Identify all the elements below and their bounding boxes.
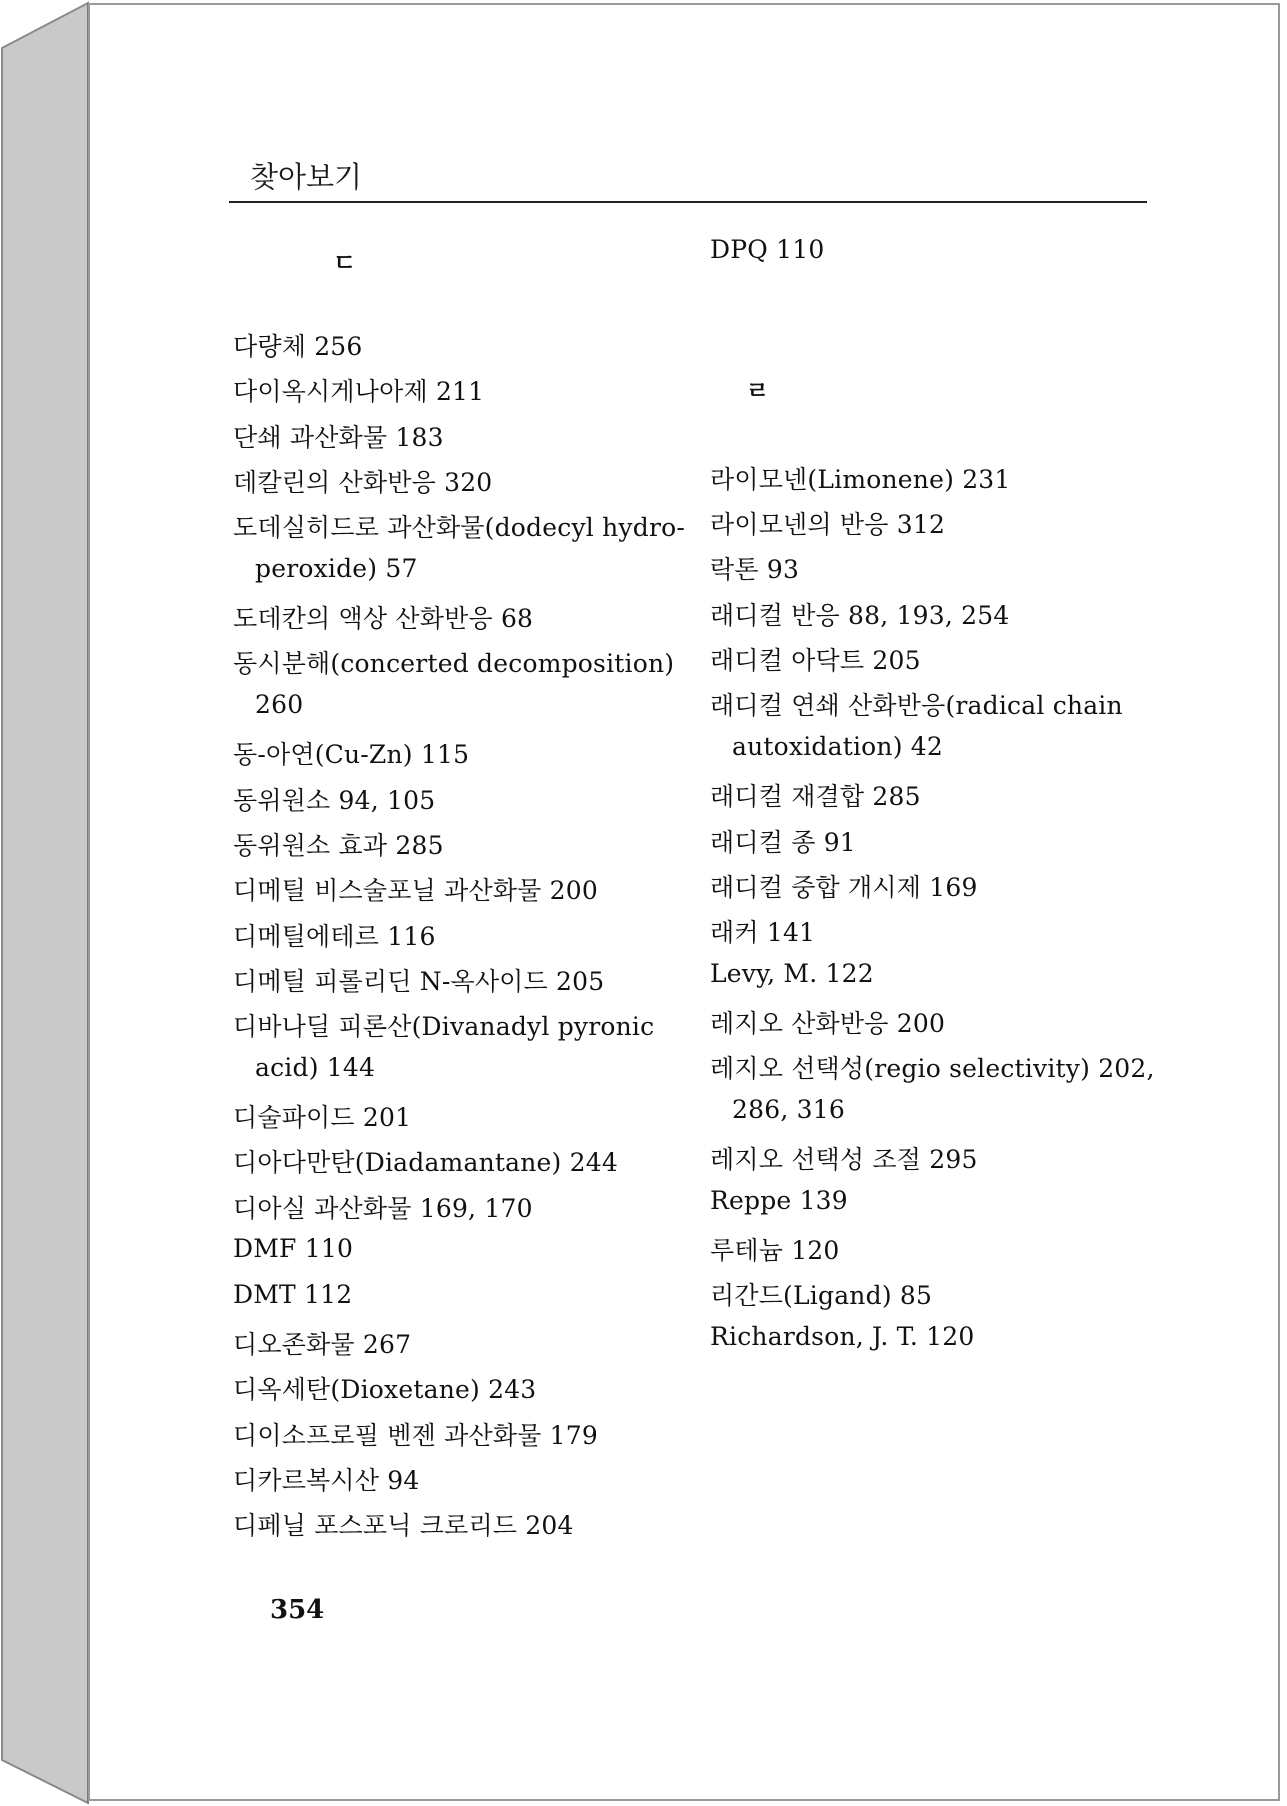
index-entry: 레지오 산화반응 200: [710, 1009, 946, 1038]
index-entry: 래디컬 반응 88, 193, 254: [710, 601, 1010, 630]
index-entry: 도데실히드로 과산화물(dodecyl hydro-: [233, 513, 685, 542]
header-rule: [229, 201, 1147, 203]
index-entry: DMT 112: [233, 1280, 353, 1309]
index-entry: 레지오 선택성 조절 295: [710, 1145, 978, 1174]
index-entry: 래디컬 아닥트 205: [710, 646, 921, 675]
index-entry-continuation: 286, 316: [732, 1095, 845, 1124]
index-entry: 도데칸의 액상 산화반응 68: [233, 604, 534, 633]
index-entry: 동시분해(concerted decomposition): [233, 649, 675, 678]
index-entry: 동위원소 효과 285: [233, 831, 444, 860]
index-entry: 루테늄 120: [710, 1236, 840, 1265]
index-entry: 디이소프로필 벤젠 과산화물 179: [233, 1421, 598, 1450]
index-entry: Richardson, J. T. 120: [710, 1322, 975, 1351]
page-number: 354: [270, 1595, 325, 1625]
index-entry: 래디컬 재결합 285: [710, 782, 921, 811]
index-entry: 동-아연(Cu-Zn) 115: [233, 740, 470, 769]
index-entry: 디바나딜 피론산(Divanadyl pyronic: [233, 1012, 655, 1041]
index-entry: 래디컬 종 91: [710, 828, 856, 857]
index-entry: DPQ 110: [710, 235, 825, 264]
section-letter-d: ㄷ: [333, 249, 357, 277]
index-entry: 디술파이드 201: [233, 1103, 412, 1132]
index-entry: 락톤 93: [710, 555, 800, 584]
index-entry: 디아실 과산화물 169, 170: [233, 1194, 533, 1223]
index-entry-continuation: acid) 144: [255, 1053, 376, 1082]
index-entry: 래커 141: [710, 918, 816, 947]
index-entry: 디메틸에테르 116: [233, 922, 436, 951]
index-entry: 래디컬 연쇄 산화반응(radical chain: [710, 691, 1123, 720]
index-entry: 동위원소 94, 105: [233, 786, 436, 815]
index-entry: DMF 110: [233, 1234, 354, 1263]
index-entry: 다이옥시게나아제 211: [233, 377, 485, 406]
index-entry: 라이모넨(Limonene) 231: [710, 465, 1011, 494]
index-entry: 단쇄 과산화물 183: [233, 423, 444, 452]
index-entry: 디메틸 피롤리딘 N-옥사이드 205: [233, 967, 605, 996]
index-entry: 래디컬 중합 개시제 169: [710, 873, 978, 902]
index-entry: 디오존화물 267: [233, 1330, 412, 1359]
index-entry: 디메틸 비스술포닐 과산화물 200: [233, 876, 598, 905]
index-entry-continuation: 260: [255, 690, 304, 719]
index-entry: 라이모넨의 반응 312: [710, 510, 946, 539]
index-entry: 디옥세탄(Dioxetane) 243: [233, 1375, 537, 1404]
book-page: [88, 3, 1280, 1801]
index-entry: 리간드(Ligand) 85: [710, 1281, 933, 1310]
section-letter-r: ㄹ: [746, 377, 770, 405]
index-entry: 데칼린의 산화반응 320: [233, 468, 493, 497]
index-entry: Levy, M. 122: [710, 959, 874, 988]
index-entry-continuation: peroxide) 57: [255, 554, 418, 583]
index-entry: 디아다만탄(Diadamantane) 244: [233, 1148, 618, 1177]
index-entry-continuation: autoxidation) 42: [732, 732, 944, 761]
index-entry: 디페닐 포스포닉 크로리드 204: [233, 1511, 574, 1540]
index-entry: 레지오 선택성(regio selectivity) 202,: [710, 1054, 1155, 1083]
index-entry: 다량체 256: [233, 332, 363, 361]
page-header-title: 찾아보기: [250, 160, 363, 194]
index-entry: Reppe 139: [710, 1186, 848, 1215]
index-entry: 디카르복시산 94: [233, 1466, 420, 1495]
